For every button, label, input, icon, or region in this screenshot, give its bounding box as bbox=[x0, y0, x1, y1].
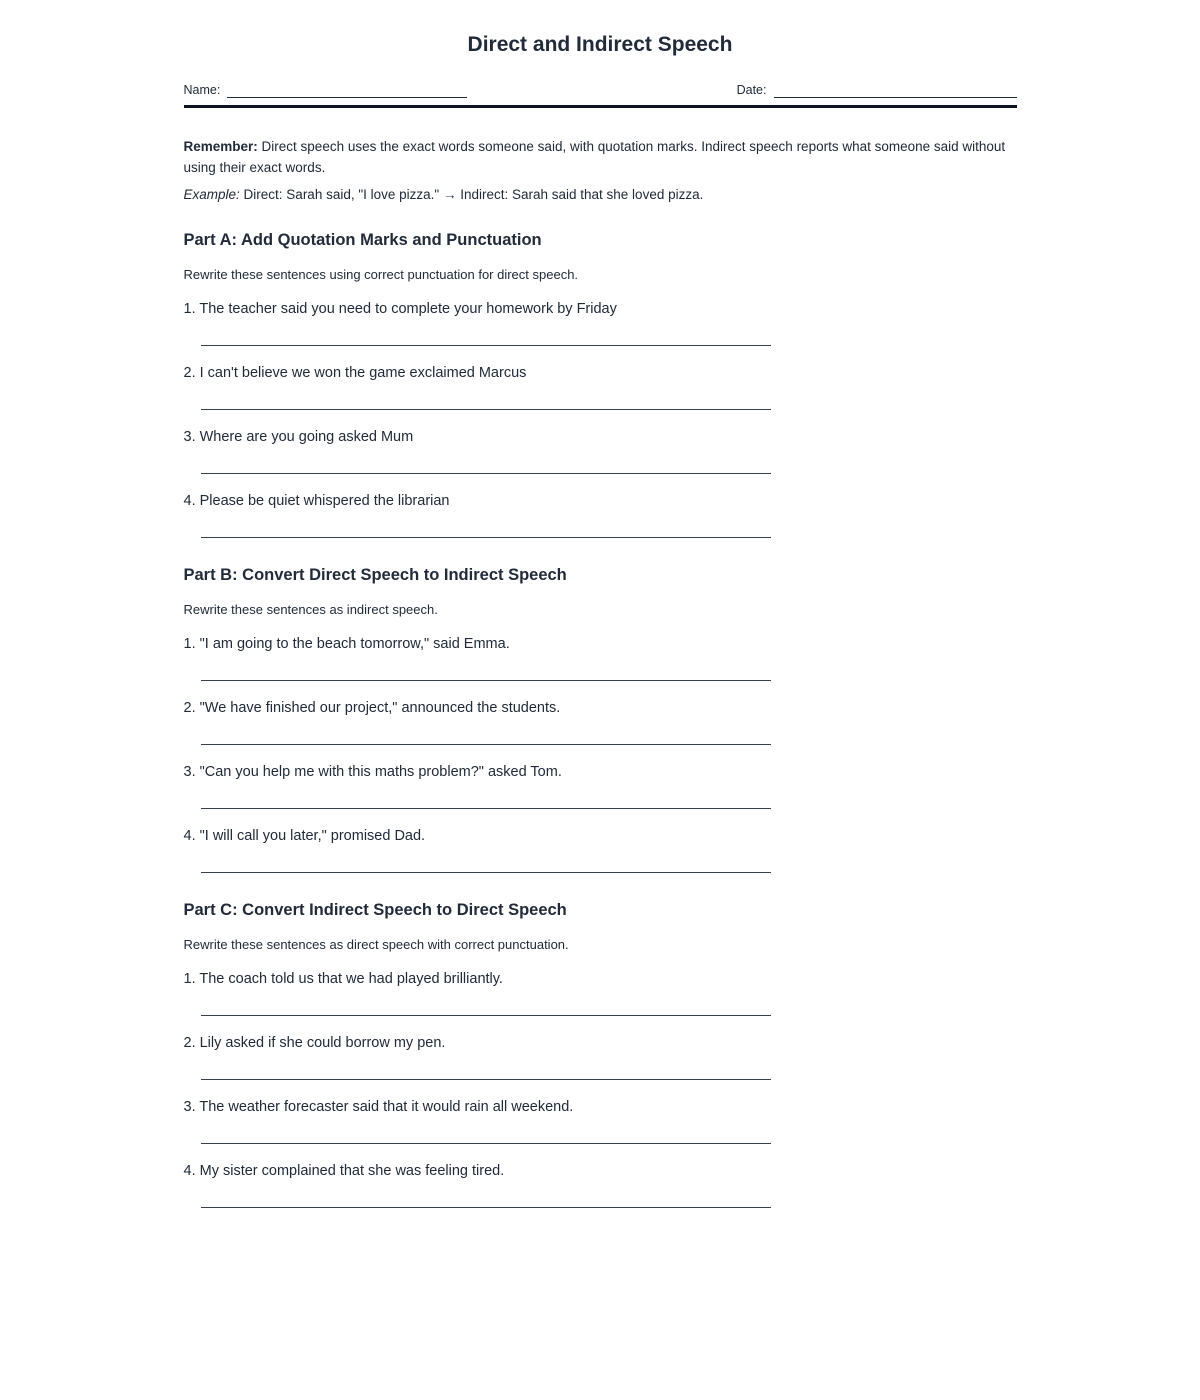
question-item bbox=[184, 971, 1017, 1016]
question-text: 3. Where are you going asked Mum bbox=[183, 429, 414, 445]
question-text: 3. The weather forecaster said that it would rain all weekend. bbox=[183, 1099, 574, 1115]
question-text: 1. The teacher said you need to complete your homework by Friday bbox=[183, 301, 617, 317]
answer-blank-line bbox=[201, 808, 771, 809]
question-text: 1. "I am going to the beach tomorrow," said Emma. bbox=[183, 636, 510, 652]
question-text: 3. "Can you help me with this maths problem?" asked Tom. bbox=[183, 764, 562, 780]
answer-blank-line bbox=[201, 872, 771, 873]
question-item bbox=[184, 828, 1017, 873]
section-part-a bbox=[184, 231, 1017, 538]
name-field bbox=[184, 83, 468, 98]
answer-blank-line bbox=[201, 680, 771, 681]
answer-blank-line bbox=[201, 345, 771, 346]
name-date-row bbox=[184, 83, 1017, 98]
section-heading: Part B: Convert Direct Speech to Indirect Speech bbox=[183, 566, 567, 584]
section-heading: Part C: Convert Indirect Speech to Direct Speech bbox=[183, 901, 567, 919]
section-instruction: Rewrite these sentences as indirect speech. bbox=[183, 602, 438, 617]
answer-blank-line bbox=[201, 744, 771, 745]
remember-text: Direct speech uses the exact words someone said, with quotation marks. Indirect speech reports what someone said without using their exact words. bbox=[183, 139, 1006, 175]
answer-blank-line bbox=[201, 1079, 771, 1080]
question-text: 4. Please be quiet whispered the librarian bbox=[183, 493, 450, 509]
date-field bbox=[737, 83, 1017, 98]
answer-blank-line bbox=[201, 473, 771, 474]
section-part-b bbox=[184, 566, 1017, 873]
name-blank-line bbox=[227, 84, 467, 98]
question-text: 4. My sister complained that she was feeling tired. bbox=[183, 1163, 505, 1179]
section-instruction: Rewrite these sentences as direct speech with correct punctuation. bbox=[183, 937, 569, 952]
answer-blank-line bbox=[201, 537, 771, 538]
question-item bbox=[184, 429, 1017, 474]
remember-label: Remember: bbox=[183, 139, 258, 154]
question-item bbox=[184, 1035, 1017, 1080]
worksheet-content bbox=[184, 0, 1017, 1208]
question-item bbox=[184, 493, 1017, 538]
question-text: 2. "We have finished our project," announced the students. bbox=[183, 700, 561, 716]
name-label: Name: bbox=[183, 83, 221, 97]
question-text: 2. Lily asked if she could borrow my pen. bbox=[183, 1035, 446, 1051]
answer-blank-line bbox=[201, 409, 771, 410]
question-item bbox=[184, 636, 1017, 681]
question-text: 1. The coach told us that we had played brilliantly. bbox=[183, 971, 503, 987]
question-item bbox=[184, 365, 1017, 410]
example-paragraph bbox=[184, 186, 1017, 203]
question-text: 2. I can't believe we won the game exclaimed Marcus bbox=[183, 365, 527, 381]
answer-blank-line bbox=[201, 1015, 771, 1016]
question-item bbox=[184, 301, 1017, 346]
question-item bbox=[184, 700, 1017, 745]
answer-blank-line bbox=[201, 1207, 771, 1208]
example-label: Example: bbox=[183, 187, 240, 202]
section-heading: Part A: Add Quotation Marks and Punctuation bbox=[183, 231, 542, 249]
question-item bbox=[184, 1163, 1017, 1208]
section-instruction: Rewrite these sentences using correct punctuation for direct speech. bbox=[183, 267, 579, 282]
question-item bbox=[184, 764, 1017, 809]
date-blank-line bbox=[774, 84, 1017, 98]
section-part-c bbox=[184, 901, 1017, 1208]
answer-blank-line bbox=[201, 1143, 771, 1144]
remember-paragraph bbox=[184, 136, 1017, 178]
page-title: Direct and Indirect Speech bbox=[467, 33, 733, 56]
date-label: Date: bbox=[736, 83, 767, 97]
question-item bbox=[184, 1099, 1017, 1144]
question-text: 4. "I will call you later," promised Dad. bbox=[183, 828, 426, 844]
header-divider bbox=[184, 105, 1017, 108]
example-text: Direct: Sarah said, "I love pizza." → Indirect: Sarah said that she loved pizza. bbox=[243, 187, 704, 202]
